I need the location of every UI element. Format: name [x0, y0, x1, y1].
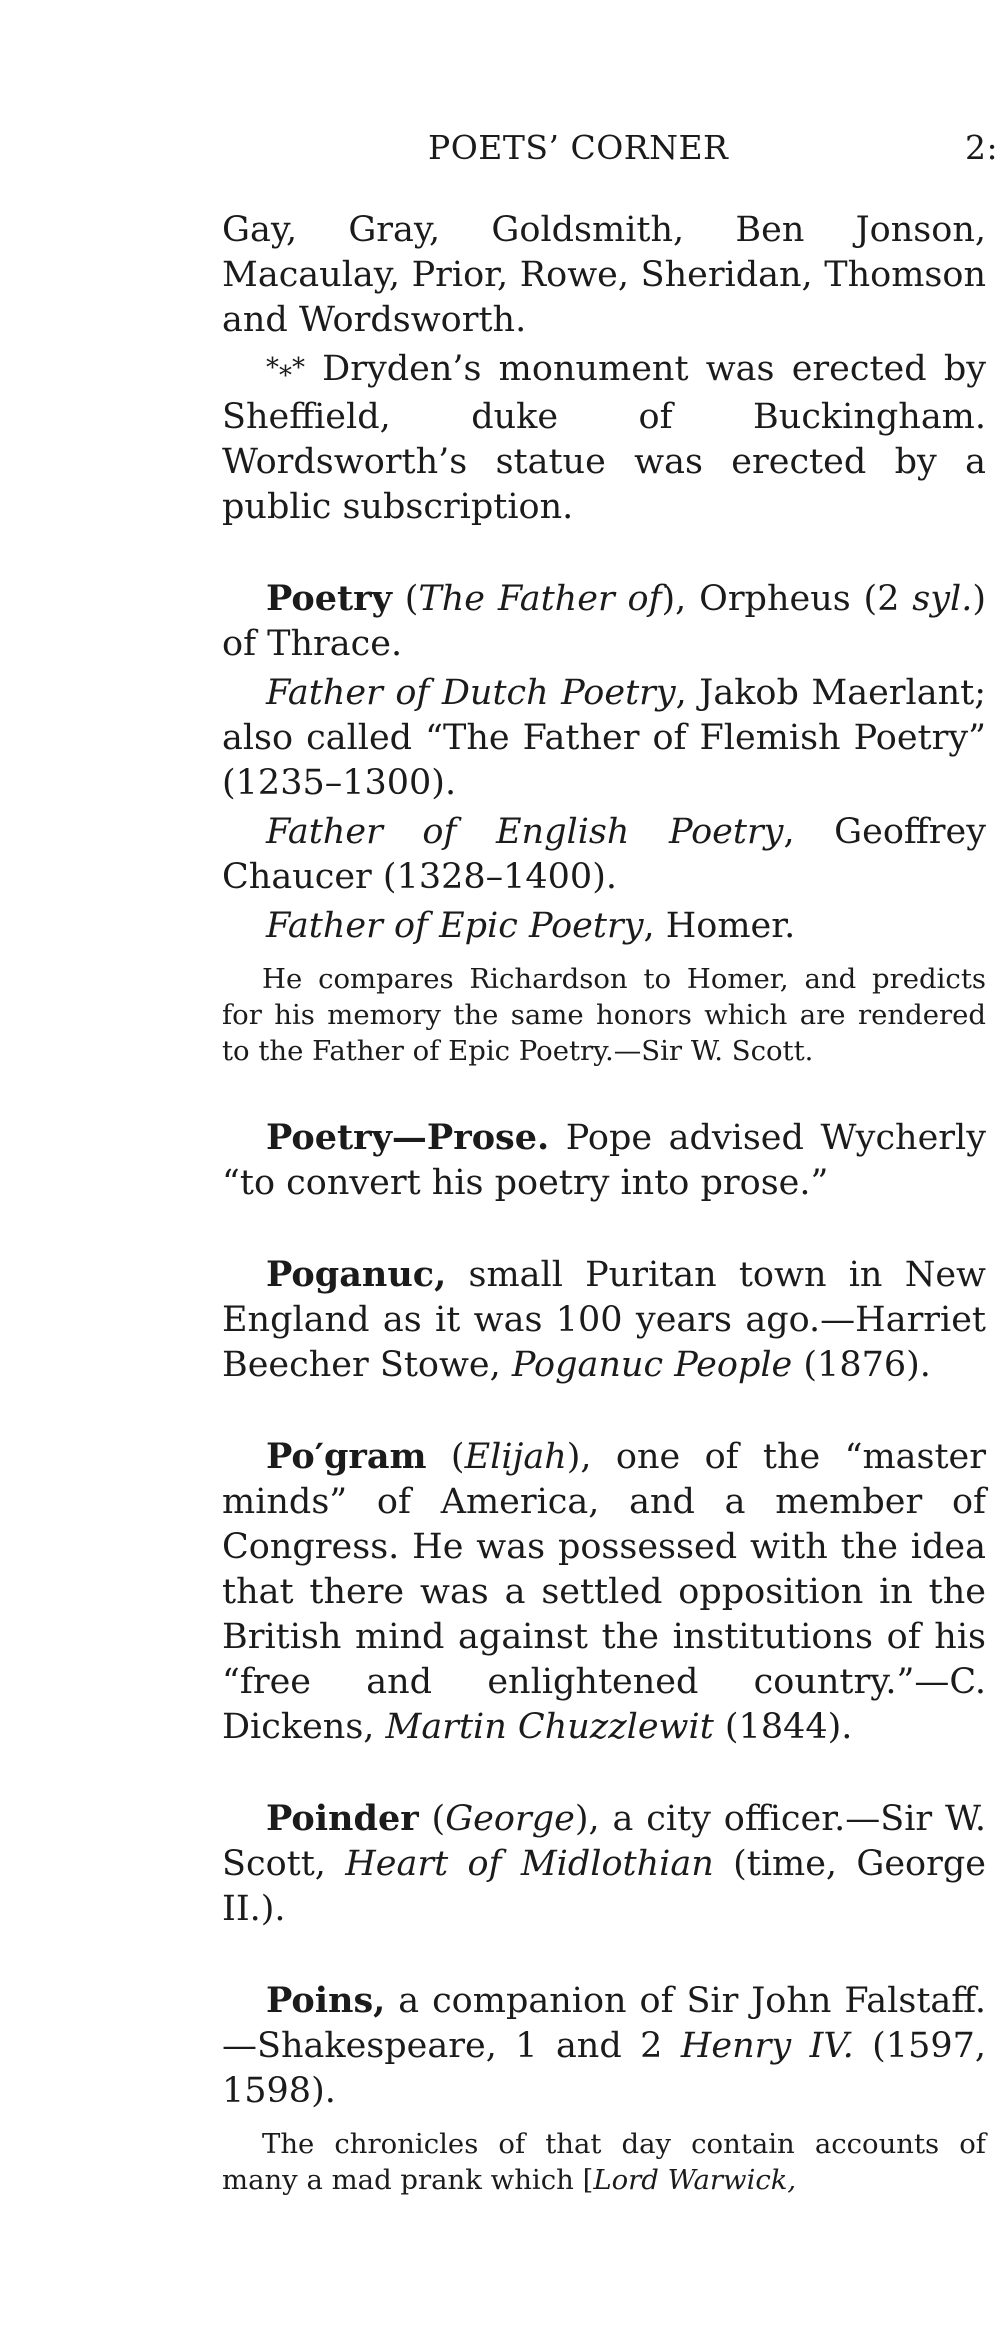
text: , Geoffrey Chaucer (1328–1400). — [222, 812, 986, 897]
text: ( — [418, 1799, 446, 1839]
text: ), one of the “master minds” of America, and a member of Congress. He was possessed with the idea that there was a settled opposition in the British mind against the institutions of his “free and enlightened country.”—C. Dickens, — [222, 1437, 987, 1747]
quotation-scott: He compares Richardson to Homer, and predicts for his memory the same honors which are rendered to the Father of Epic Poetry.—Sir W. Scott. — [222, 963, 986, 1067]
paragraph-poets-list — [222, 208, 986, 343]
italic-text: Martin Chuzzlewit — [385, 1707, 714, 1747]
text: ( — [391, 579, 419, 619]
text: (1597, 1598). — [222, 2026, 986, 2111]
subentry-dutch-poetry — [222, 671, 986, 806]
entry-poganuc — [222, 1252, 986, 1388]
italic-text: The Father of — [418, 579, 662, 619]
italic-text: George — [445, 1799, 575, 1839]
italic-text: Heart of Midlothian — [345, 1844, 714, 1884]
quotation-chronicles — [222, 2126, 986, 2198]
page-body — [222, 208, 986, 2198]
text: (1844). — [713, 1707, 853, 1747]
italic-text: Father of English Poetry — [266, 812, 784, 852]
italic-text: Father of Epic Poetry — [266, 906, 644, 946]
entry-poinder — [222, 1796, 986, 1932]
headword: Poganuc, — [266, 1254, 447, 1295]
entry-poetry-prose — [222, 1115, 986, 1206]
text: ), a city officer.—Sir W. Scott, — [222, 1799, 987, 1884]
headword: Po′gram — [266, 1436, 427, 1477]
entry-poins — [222, 1978, 986, 2114]
italic-text: Father of Dutch Poetry — [266, 673, 676, 713]
text: Dryden’s monument was erected by Sheffield, duke of Buckingham. Wordsworth’s statue was erected by a public subscription. — [222, 349, 986, 527]
text: small Puritan town in New England as it was 100 years ago.—Harriet Beecher Stowe, — [222, 1255, 986, 1385]
entry-pogram — [222, 1434, 986, 1750]
entry-poetry — [222, 576, 986, 667]
text: ( — [426, 1437, 465, 1477]
text: , Homer. — [643, 906, 796, 946]
subentry-english-poetry — [222, 810, 986, 900]
headword: Poins, — [266, 1980, 386, 2021]
italic-text: Henry IV. — [680, 2026, 854, 2066]
running-title: POETS’ CORNER — [428, 128, 729, 167]
text: The chronicles of that day contain accounts of many a mad prank which [ — [222, 2128, 986, 2196]
italic-text: Poganuc People — [511, 1345, 793, 1385]
headword: Poinder — [266, 1798, 419, 1839]
asterism-mark: *⁎* — [266, 353, 305, 383]
subentry-epic-poetry — [222, 904, 986, 949]
headword: Poetry — [266, 578, 392, 619]
text: (time, George II.). — [222, 1844, 986, 1929]
headword: Poetry—Prose. — [266, 1117, 550, 1158]
paragraph-monuments-note — [222, 347, 986, 530]
text: Pope advised Wycherly “to convert his poetry into prose.” — [222, 1118, 986, 1203]
text: a companion of Sir John Falstaff.—Shakespeare, 1 and 2 — [222, 1981, 986, 2066]
page-number: 2: — [965, 128, 999, 167]
running-header — [220, 128, 1000, 174]
text: ) of Thrace. — [222, 579, 987, 664]
text: , Jakob Maerlant; also called “The Father of Flemish Poetry” (1235–1300). — [222, 673, 986, 803]
text: ), Orpheus (2 — [661, 579, 913, 619]
italic-text: Lord Warwick, — [593, 2164, 797, 2196]
italic-text: syl. — [912, 579, 973, 619]
text: (1876). — [792, 1345, 931, 1385]
text: Gay, Gray, Goldsmith, Ben Jonson, Macaulay, Prior, Rowe, Sheridan, Thomson and Wordsworth. — [222, 210, 986, 340]
italic-text: Elijah — [464, 1437, 567, 1477]
